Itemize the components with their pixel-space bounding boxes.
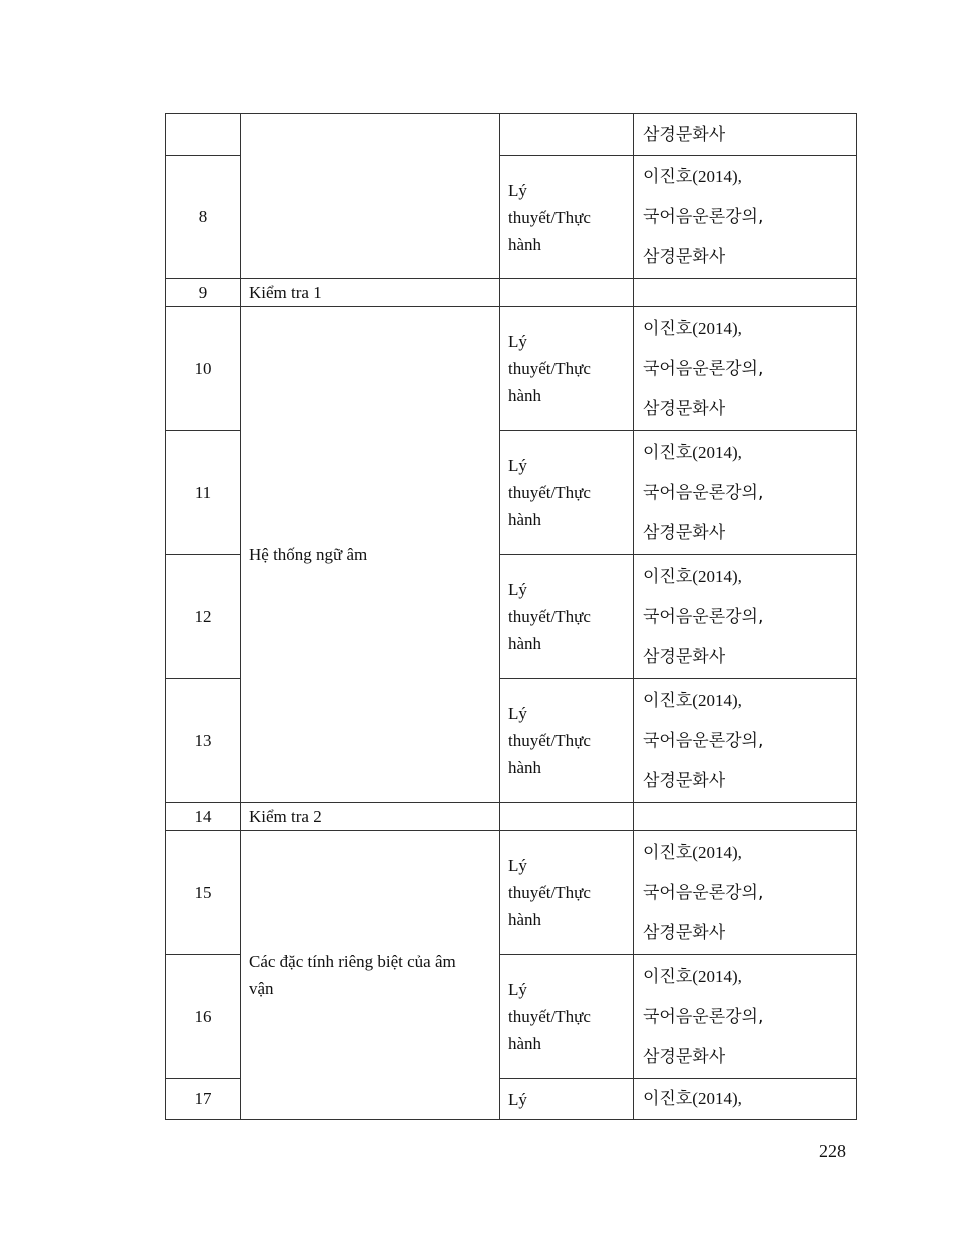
reference-title: 국어음운론강의, [643,882,764,903]
type-line: hành [508,910,542,929]
reference-title: 국어음운론강의, [643,1006,764,1027]
reference-year: (2014), [692,690,742,710]
reference-year: (2014), [692,318,742,338]
reference-author: 이진호 [643,842,693,863]
reference-cell [634,307,857,431]
course-schedule-table [165,113,857,1120]
reference-cell [634,431,857,555]
reference-cell [634,679,857,803]
reference-title: 국어음운론강의, [643,482,764,503]
reference-cell [634,156,857,279]
reference-publisher: 삼경문화사 [643,1046,726,1067]
type-line: hành [508,510,542,529]
week-cell: 15 [166,831,241,955]
topic-cell [241,114,500,279]
type-cell [500,831,634,955]
page-number: 228 [819,1141,846,1161]
week-cell: 12 [166,555,241,679]
type-line: Lý [508,704,527,723]
type-line: thuyết/Thực [508,483,591,502]
type-line: hành [508,634,542,653]
reference-title: 국어음운론강의, [643,606,764,627]
type-line: Lý [508,980,527,999]
week-cell: 11 [166,431,241,555]
reference-publisher: 삼경문화사 [643,398,726,419]
reference-year: (2014), [692,442,742,462]
type-line: Lý [508,456,527,475]
table-row [166,279,857,307]
type-line: hành [508,758,542,777]
week-cell: 17 [166,1079,241,1120]
week-cell [166,114,241,156]
type-cell [500,679,634,803]
reference-year: (2014), [692,1089,742,1108]
table-row [166,114,857,156]
table-row [166,831,857,955]
type-line: thuyết/Thực [508,607,591,626]
reference-cell [634,803,857,831]
type-cell [500,307,634,431]
reference-publisher: 삼경문화사 [643,922,726,943]
reference-year: (2014), [692,167,742,186]
type-cell [500,955,634,1079]
type-cell [500,1079,634,1120]
reference-publisher: 삼경문화사 [643,247,726,267]
week-cell: 8 [166,156,241,279]
reference-year: (2014), [692,966,742,986]
reference-publisher: 삼경문화사 [643,124,726,145]
reference-cell [634,1079,857,1120]
type-line: Lý [508,856,527,875]
week-cell: 10 [166,307,241,431]
reference-author: 이진호 [643,167,693,187]
type-cell [500,114,634,156]
reference-cell [634,955,857,1079]
type-line: Lý [508,332,527,351]
type-cell [500,803,634,831]
reference-title: 국어음운론강의, [643,207,764,227]
reference-author: 이진호 [643,566,693,587]
topic-cell [241,831,500,1120]
reference-author: 이진호 [643,1089,693,1109]
type-cell [500,555,634,679]
reference-publisher: 삼경문화사 [643,646,726,667]
type-line: Lý [508,180,527,200]
type-cell [500,431,634,555]
type-line: hành [508,234,542,254]
week-cell: 9 [166,279,241,307]
topic-line: vận [249,979,274,998]
type-line: thuyết/Thực [508,359,591,378]
type-line: thuyết/Thực [508,1007,591,1026]
reference-year: (2014), [692,842,742,862]
type-line: thuyết/Thực [508,207,591,227]
reference-cell [634,831,857,955]
type-line: hành [508,386,542,405]
reference-publisher: 삼경문화사 [643,770,726,791]
reference-cell [634,114,857,156]
reference-publisher: 삼경문화사 [643,522,726,543]
topic-cell: Hệ thống ngữ âm [241,307,500,803]
reference-author: 이진호 [643,690,693,711]
reference-author: 이진호 [643,318,693,339]
table-row [166,803,857,831]
reference-cell [634,279,857,307]
reference-year: (2014), [692,566,742,586]
type-line: thuyết/Thực [508,731,591,750]
type-line: Lý [508,580,527,599]
type-cell [500,156,634,279]
topic-line: Các đặc tính riêng biệt của âm [249,952,456,971]
reference-author: 이진호 [643,442,693,463]
reference-title: 국어음운론강의, [643,730,764,751]
week-cell: 16 [166,955,241,1079]
type-line: hành [508,1034,542,1053]
table-row [166,307,857,431]
reference-cell [634,555,857,679]
type-line: thuyết/Thực [508,883,591,902]
week-cell: 13 [166,679,241,803]
reference-author: 이진호 [643,966,693,987]
type-cell [500,279,634,307]
type-line: Lý [508,1089,527,1109]
topic-cell: Kiểm tra 2 [241,803,500,831]
week-cell: 14 [166,803,241,831]
reference-title: 국어음운론강의, [643,358,764,379]
topic-cell: Kiểm tra 1 [241,279,500,307]
